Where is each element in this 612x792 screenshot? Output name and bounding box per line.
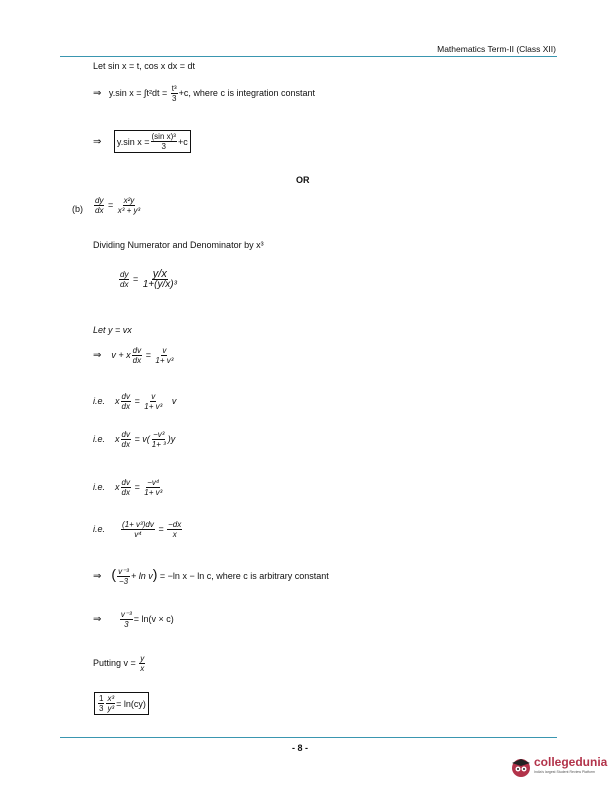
header-rule <box>60 56 557 57</box>
boxed-answer-a: y.sin x = $\frac{\text{(sin x)³}}{3}$ +c <box>114 130 191 153</box>
footer-rule <box>60 737 557 738</box>
subst-step5: i.e. $\frac{\text{(1+ v³)dv}}{\text{v⁴}}$ = $\frac{-dx}{x}$ <box>93 520 182 539</box>
or-label: OR <box>296 175 310 185</box>
dividing-line: Dividing Numerator and Denominator by x³ <box>93 240 264 250</box>
subst-step2: i.e. x $\frac{dv}{dx}$ = $\frac{v}{\text{1+ v³}}$ v <box>93 392 177 411</box>
let-y-line: Let y = vx <box>93 325 132 335</box>
step2: ⇒ y.sin x = $\frac{\text{(sin x)³}}{3}$ +c <box>93 130 191 153</box>
t3-over-3: $\frac{\text{t³}}{3}$ <box>171 84 177 103</box>
collegedunia-logo <box>510 756 607 778</box>
subst-step3: i.e. x $\frac{dv}{dx}$ = v( $\frac{\text{−v³}}{\text{1+ ³}}$ )y <box>93 430 176 449</box>
implies-arrow: ⇒ <box>93 87 102 99</box>
graduate-owl-icon <box>510 756 532 778</box>
subst-step6: ⇒ ( $\frac{\text{v⁻³}}{-3}$ + ln v) = −ln x − ln c, where c is arbitrary constant <box>93 566 329 587</box>
part-b-label: (b) <box>72 204 83 214</box>
putting-line: Putting v = $\frac{y}{x}$ <box>93 654 145 673</box>
page-header-title: Mathematics Term-II (Class XII) <box>437 44 556 54</box>
subst-step1: ⇒ v + x $\frac{dv}{dx}$ = $\frac{v}{\text{1+ v³}}$ <box>93 346 174 365</box>
divided-equation: $\frac{dy}{dx}$ = $\frac{y/x}{\text{1+(y/x)³}}$ <box>120 268 177 290</box>
let-sin-line: Let sin x = t, cos x dx = dt <box>93 61 196 71</box>
step1: ⇒ y.sin x = ∫t²dt = $\frac{\text{t³}}{3}$ +c, where c is integration constant <box>93 84 315 103</box>
logo-name: collegedunia <box>534 755 608 769</box>
page-number: - 8 - <box>292 743 309 753</box>
part-b-equation: $\frac{dy}{dx}$ = $\frac{\text{x²y}}{\text{x³ + y³}}$ <box>95 196 141 215</box>
logo-tagline: India's largest Student Review Platform <box>534 770 595 774</box>
subst-step7: ⇒ $\frac{\text{v⁻³}}{3}$ = ln(v × c) <box>93 610 174 629</box>
subst-step4: i.e. x $\frac{dv}{dx}$ = $\frac{\text{−v⁴}}{\text{1+ v³}}$ <box>93 478 163 497</box>
boxed-answer-b: $\frac{1}{3}$ $\frac{\text{x³}}{\text{y³}}$ = ln(cy) <box>94 692 149 715</box>
